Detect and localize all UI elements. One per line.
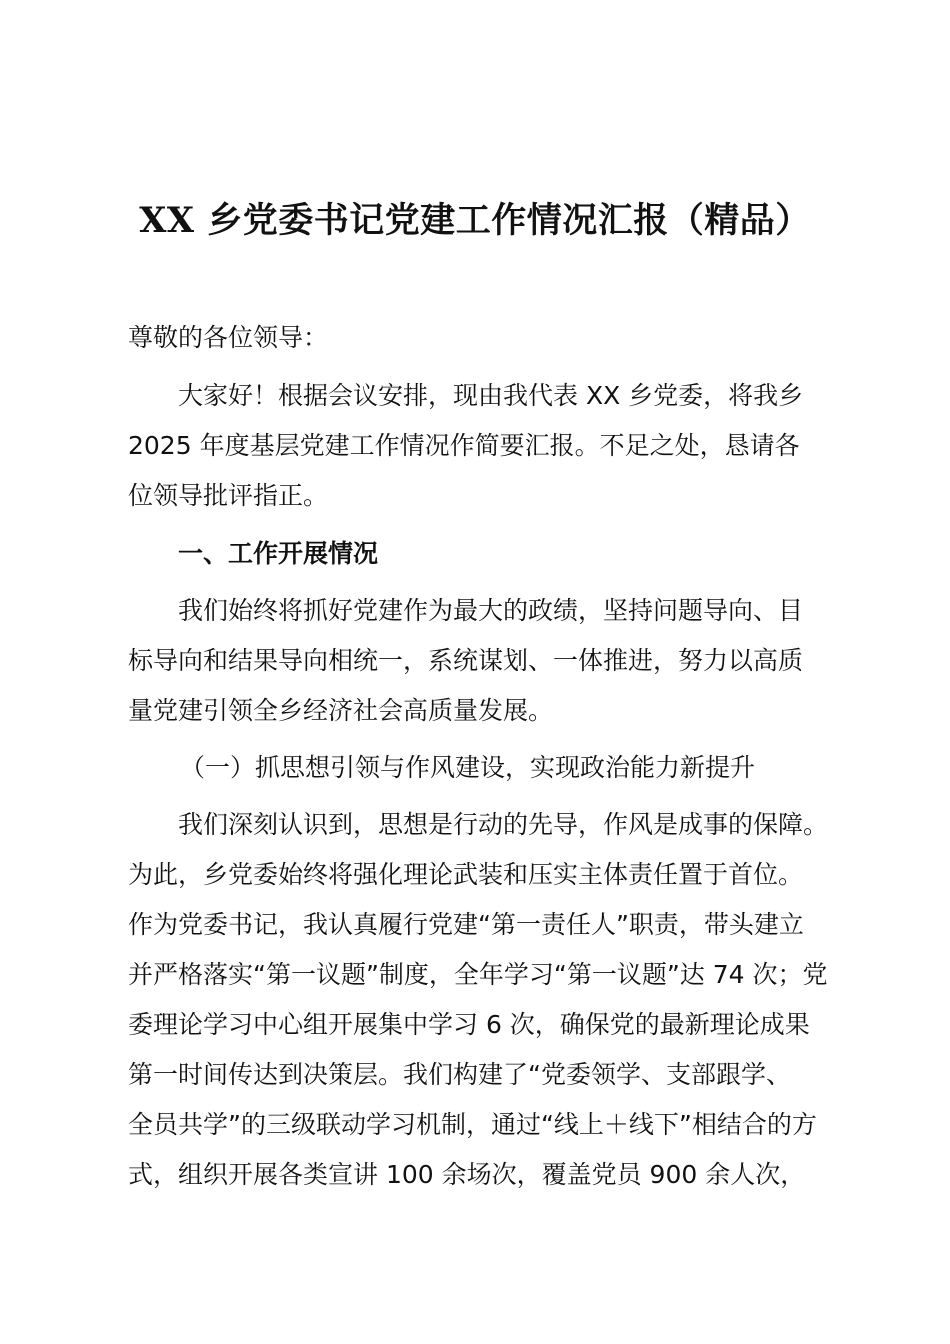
document-title: XX 乡党委书记党建工作情况汇报（精品）	[139, 200, 811, 241]
subsection-body-line: 式，组织开展各类宣讲 100 余场次，覆盖党员 900 余人次，	[128, 1160, 806, 1189]
section-intro-line: 标导向和结果导向相统一，系统谋划、一体推进，努力以高质	[128, 646, 804, 675]
opening-paragraph-line: 位领导批评指正。	[128, 481, 329, 510]
opening-paragraph-line: 2025 年度基层党建工作情况作简要汇报。不足之处，恳请各	[128, 431, 800, 460]
subsection-body-line: 我们深刻认识到，思想是行动的先导，作风是成事的保障。	[178, 810, 829, 839]
subsection-body-line: 并严格落实“第一议题”制度，全年学习“第一议题”达 74 次；党	[128, 960, 828, 989]
section-heading: 一、工作开展情况	[178, 539, 379, 568]
subsection-body-line: 为此，乡党委始终将强化理论武装和压实主体责任置于首位。	[128, 860, 804, 889]
subsection-body-line: 全员共学”的三级联动学习机制，通过“线上＋线下”相结合的方	[128, 1110, 817, 1139]
subsection-body-line: 作为党委书记，我认真履行党建“第一责任人”职责，带头建立	[128, 910, 804, 939]
section-intro-line: 量党建引领全乡经济社会高质量发展。	[128, 696, 554, 725]
subsection-body-line: 第一时间传达到决策层。我们构建了“党委领学、支部跟学、	[128, 1060, 791, 1089]
subsection-heading: （一）抓思想引领与作风建设，实现政治能力新提升	[180, 753, 756, 782]
subsection-body-line: 委理论学习中心组开展集中学习 6 次，确保党的最新理论成果	[128, 1010, 810, 1039]
salutation: 尊敬的各位领导：	[128, 323, 329, 352]
section-intro-line: 我们始终将抓好党建作为最大的政绩，坚持问题导向、目	[178, 596, 804, 625]
opening-paragraph-line: 大家好！根据会议安排，现由我代表 XX 乡党委，将我乡	[178, 381, 804, 410]
